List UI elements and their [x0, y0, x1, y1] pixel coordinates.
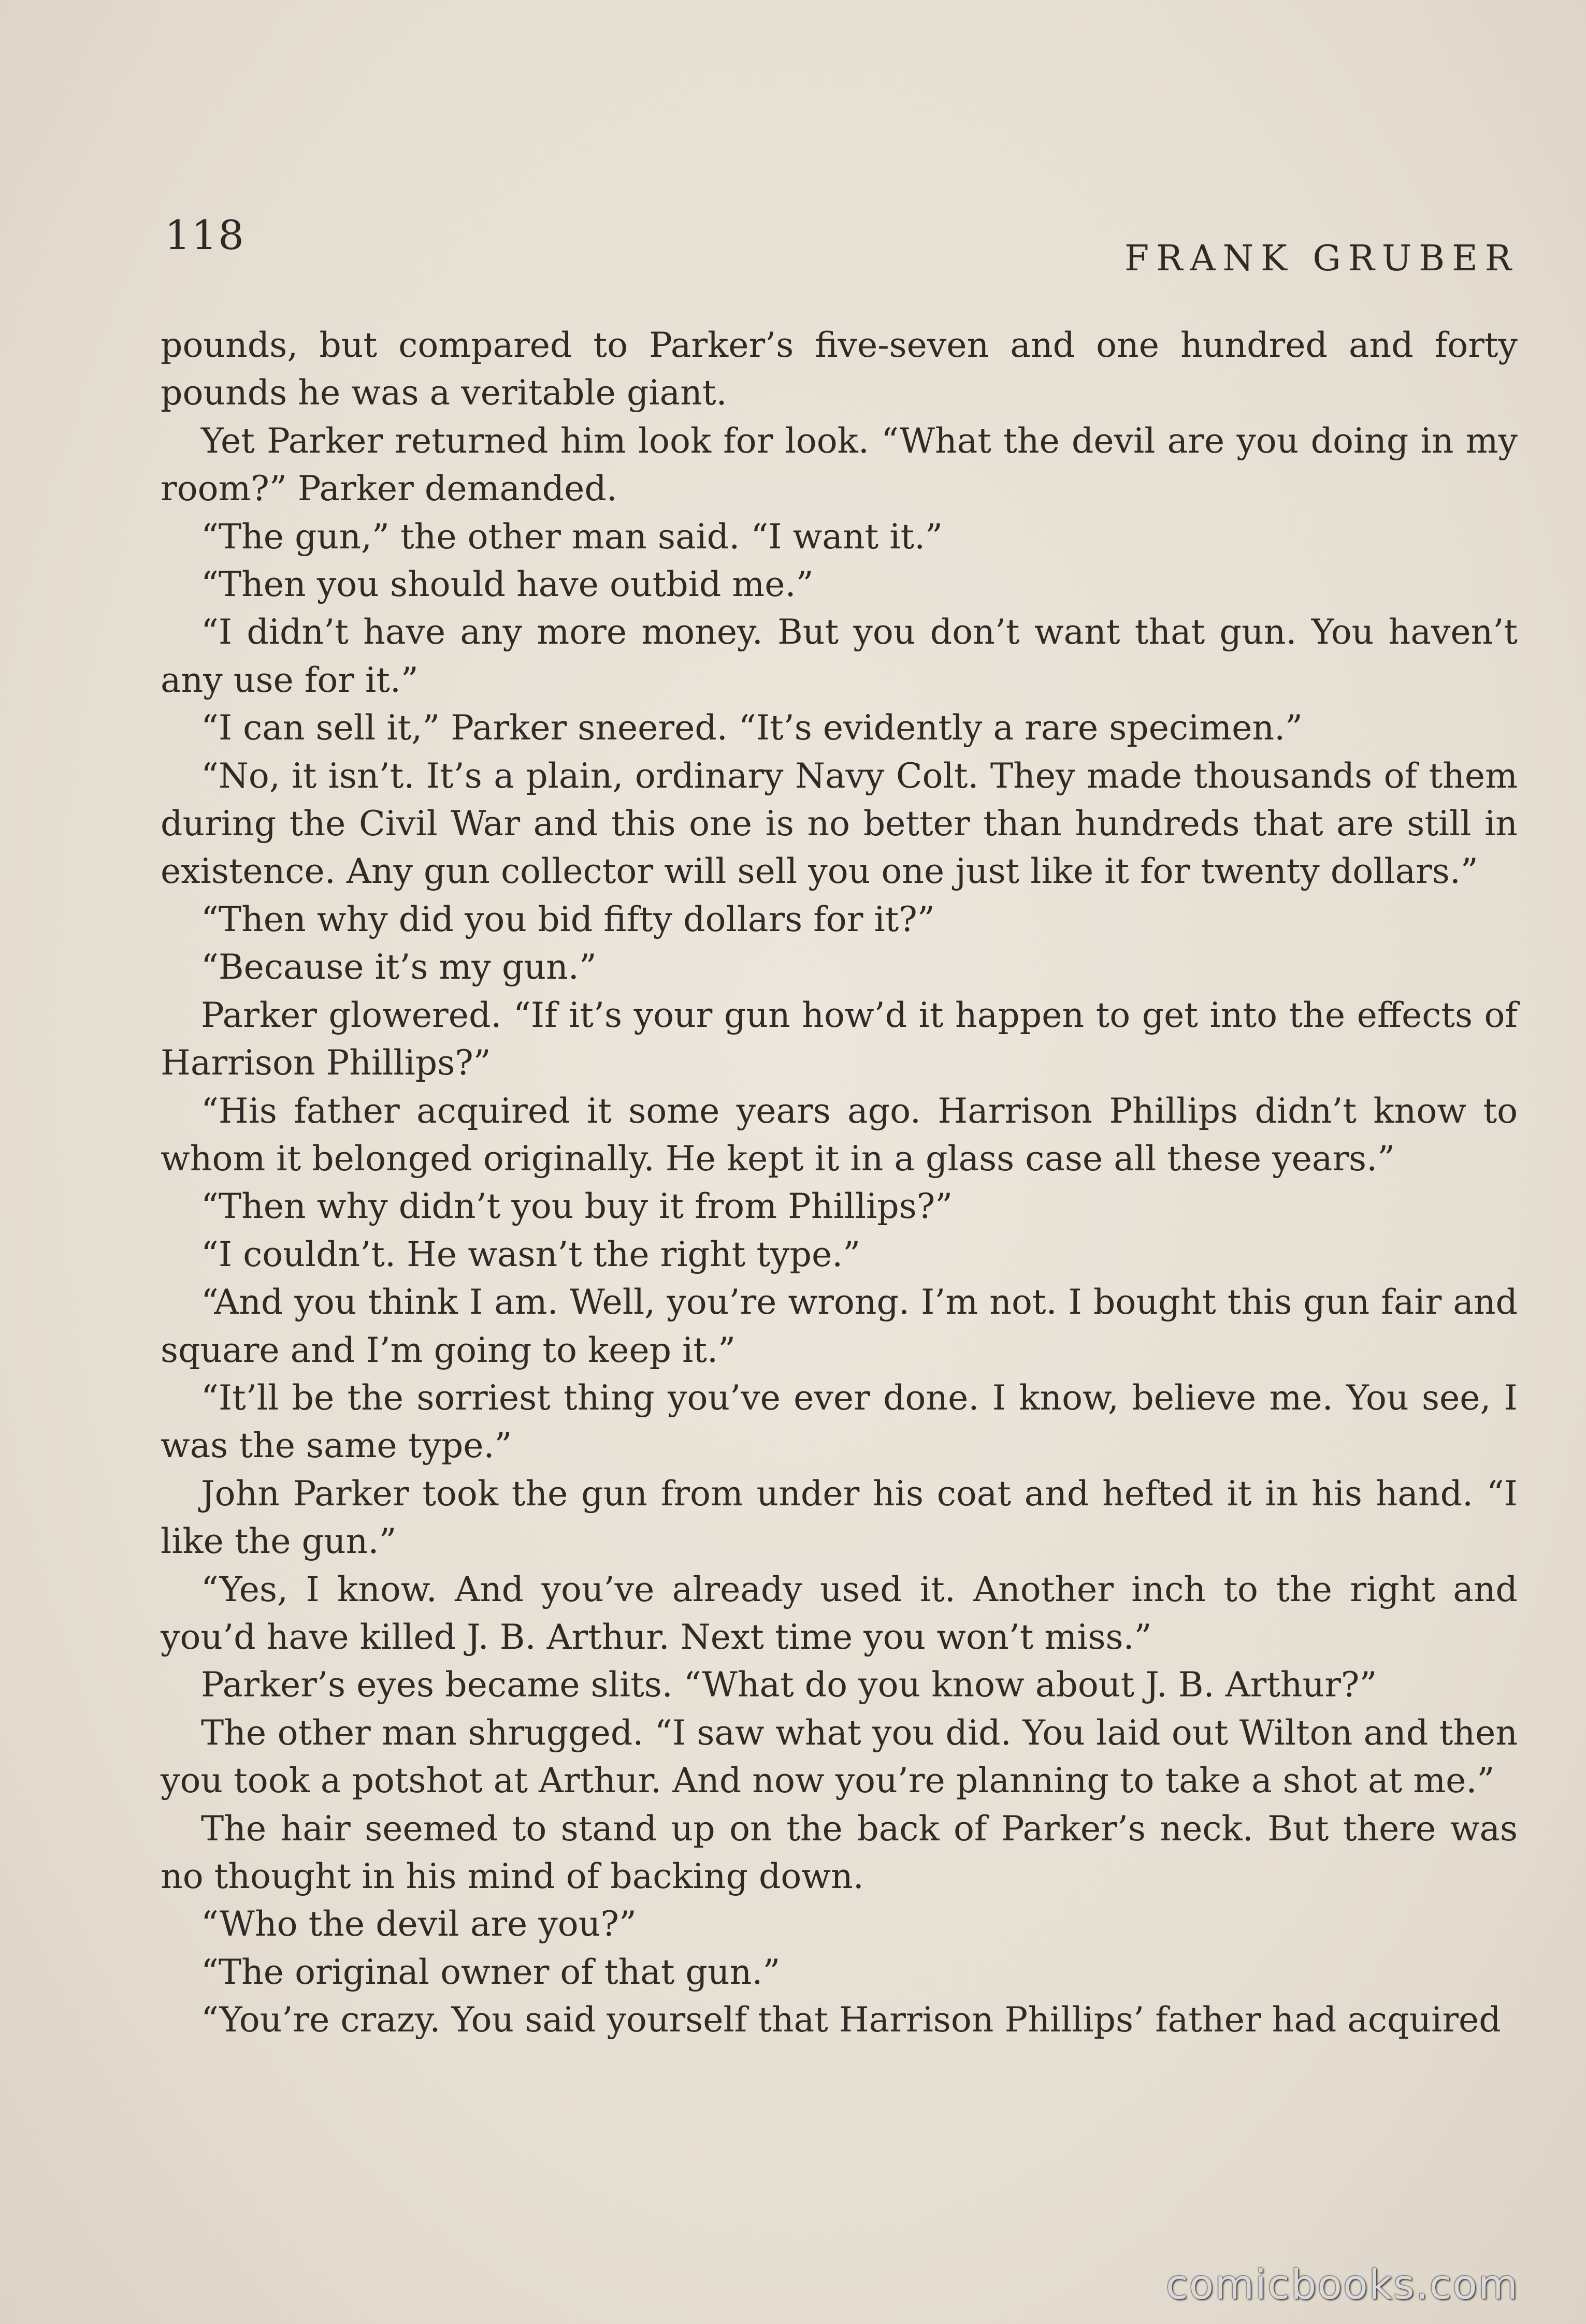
- paragraph: “I couldn’t. He wasn’t the right type.”: [201, 1233, 861, 1274]
- paragraph: “Then why did you bid fifty dollars for it?”: [201, 898, 935, 939]
- paragraph: “I didn’t have any more money. But you don’t want that gun. You haven’t any use for it.”: [161, 612, 1518, 700]
- paragraph: “You’re crazy. You said yourself that Harrison Phillips’ father had acquired: [201, 1999, 1501, 2040]
- paragraph: John Parker took the gun from under his coat and hefted it in his hand. “I like the gun.”: [161, 1473, 1518, 1562]
- body-text: [161, 321, 1518, 2044]
- paragraph: “Yes, I know. And you’ve already used it. Another inch to the right and you’d have killed J. B. Arthur. Next time you won’t miss.”: [161, 1568, 1518, 1657]
- running-head-author: FRANK GRUBER: [1124, 238, 1519, 279]
- paragraph: “I can sell it,” Parker sneered. “It’s evidently a rare specimen.”: [201, 707, 1303, 748]
- paragraph: “The original owner of that gun.”: [201, 1951, 781, 1992]
- watermark: comicbooks.com: [1165, 2262, 1519, 2308]
- paragraph: Parker glowered. “If it’s your gun how’d it happen to get into the effects of Harrison Phillips?”: [161, 994, 1518, 1083]
- paragraph: “No, it isn’t. It’s a plain, ordinary Navy Colt. They made thousands of them during the Civil War and this one is no better than hundreds that are still in existence. Any gun collector will sell you one just like it for twenty dollars.”: [161, 755, 1518, 892]
- paragraph: “Who the devil are you?”: [201, 1904, 637, 1944]
- paragraph: Yet Parker returned him look for look. “What the devil are you doing in my room?” Parker demanded.: [161, 420, 1518, 509]
- page-number: 118: [165, 212, 245, 259]
- paragraph: “His father acquired it some years ago. Harrison Phillips didn’t know to whom it belonged originally. He kept it in a glass case all these years.”: [161, 1090, 1518, 1179]
- paragraph: The other man shrugged. “I saw what you did. You laid out Wilton and then you took a potshot at Arthur. And now you’re planning to take a shot at me.”: [161, 1712, 1518, 1801]
- paragraph: pounds, but compared to Parker’s five-seven and one hundred and forty pounds he was a veritable giant.: [161, 325, 1518, 413]
- paragraph: “It’ll be the sorriest thing you’ve ever done. I know, believe me. You see, I was the same type.”: [161, 1377, 1518, 1466]
- page-header: [165, 212, 1519, 280]
- paragraph: “Because it’s my gun.”: [201, 947, 597, 987]
- paragraph: “Then why didn’t you buy it from Phillips?”: [201, 1186, 953, 1227]
- paragraph: “And you think I am. Well, you’re wrong. I’m not. I bought this gun fair and square and I’m going to keep it.”: [161, 1282, 1518, 1370]
- paragraph: Parker’s eyes became slits. “What do you know about J. B. Arthur?”: [201, 1664, 1377, 1705]
- paragraph: “The gun,” the other man said. “I want it.”: [201, 516, 943, 557]
- paragraph: “Then you should have outbid me.”: [201, 564, 814, 605]
- paragraph: The hair seemed to stand up on the back of Parker’s neck. But there was no thought in his mind of backing down.: [161, 1808, 1518, 1896]
